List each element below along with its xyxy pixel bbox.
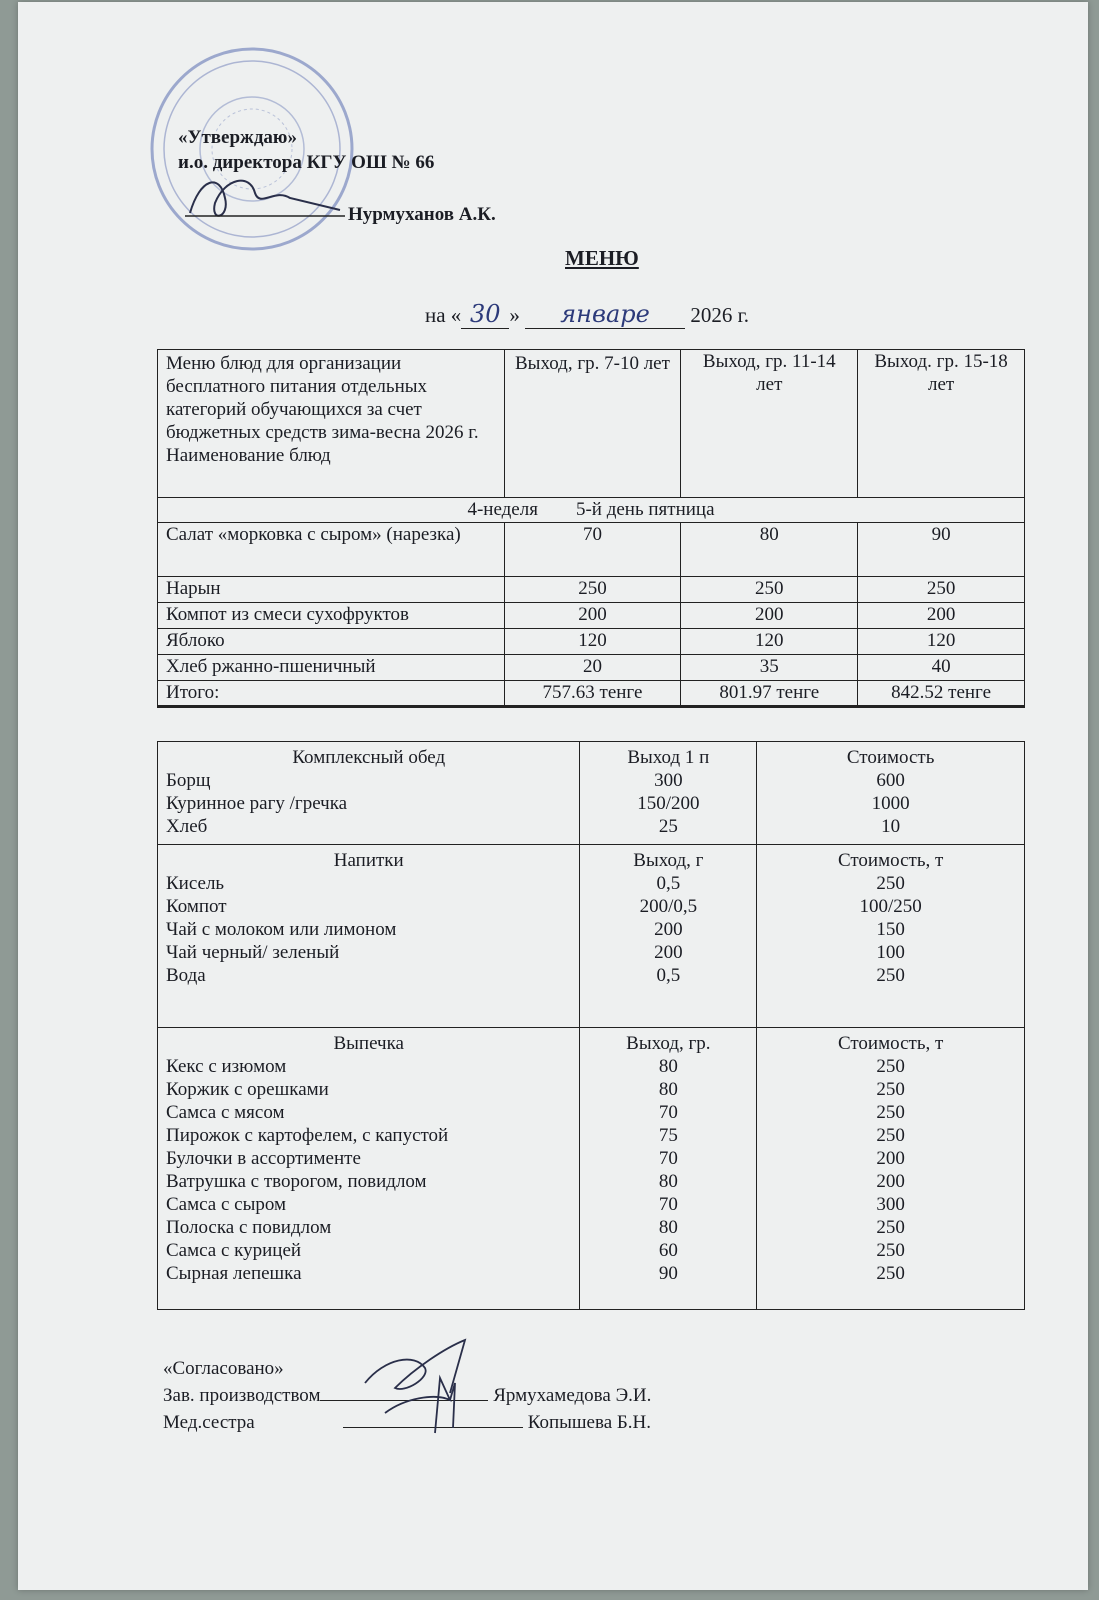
drink-yield: 200 [654, 942, 683, 963]
lunch-price: 1000 [871, 793, 910, 814]
bakery-yield: 90 [658, 1263, 678, 1284]
total-15-18: 842.52 тенге [858, 681, 1025, 707]
bakery-item: Ватрушка с творогом, повидлом [166, 1171, 427, 1192]
bakery-price: 250 [876, 1263, 905, 1284]
bakery-section [158, 1028, 1025, 1310]
yield-15-18: 120 [858, 629, 1025, 655]
bakery-yield: 75 [658, 1125, 678, 1146]
yield-11-14: 200 [681, 603, 858, 629]
bakery-item: Булочки в ассортименте [166, 1148, 361, 1169]
bakery-header: Выпечка [333, 1033, 404, 1054]
lunch-item: Хлеб [166, 816, 208, 837]
agreement-label: «Согласовано» [163, 1358, 284, 1379]
lunch-yield: 25 [658, 816, 678, 837]
bakery-item: Кекс с изюмом [166, 1056, 287, 1077]
drink-item: Кисель [166, 873, 225, 894]
table-row [158, 603, 1025, 629]
yield-7-10: 70 [504, 523, 681, 577]
week-day-label: 4-неделя 5-й день пятница [158, 498, 1025, 523]
bakery-price: 250 [876, 1240, 905, 1261]
bakery-yield: 80 [658, 1056, 678, 1077]
yield-11-14: 250 [681, 577, 858, 603]
bakery-yield: 70 [658, 1102, 678, 1123]
drink-yield: 0,5 [656, 965, 681, 986]
drinks-price-header: Стоимость, т [837, 850, 944, 871]
drink-yield: 200/0,5 [639, 896, 698, 917]
drink-price: 100 [876, 942, 905, 963]
dish-name: Хлеб ржанно-пшеничный [158, 655, 505, 681]
total-label: Итого: [158, 681, 505, 707]
drink-item: Чай с молоком или лимоном [166, 919, 397, 940]
bakery-price: 250 [876, 1079, 905, 1100]
lunch-header: Комплексный обед [292, 747, 446, 768]
yield-15-18: 200 [858, 603, 1025, 629]
menu-date [425, 300, 749, 329]
total-7-10: 757.63 тенге [504, 681, 681, 707]
date-prefix: на « [425, 303, 462, 327]
agreement-signatures [355, 1338, 515, 1438]
table-row [158, 577, 1025, 603]
bakery-yield: 70 [658, 1194, 678, 1215]
yield-7-10: 120 [504, 629, 681, 655]
bakery-item: Самса с курицей [166, 1240, 302, 1261]
header-age-11-14: Выход, гр. 11-14 лет [681, 350, 858, 498]
drink-yield: 0,5 [656, 873, 681, 894]
bakery-yield: 80 [658, 1171, 678, 1192]
bakery-item: Пирожок с картофелем, с капустой [166, 1125, 449, 1146]
header-age-7-10: Выход, гр. 7-10 лет [504, 350, 681, 498]
lunch-yield: 150/200 [637, 793, 700, 814]
dish-name: Салат «морковка с сыром» (нарезка) [158, 523, 505, 577]
nurse-name: Копышева Б.Н. [527, 1412, 652, 1433]
drinks-section [158, 845, 1025, 1028]
nurse-role: Мед.сестра [163, 1412, 255, 1433]
page-title: МЕНЮ [565, 246, 639, 270]
lunch-item: Борщ [166, 770, 211, 791]
lunch-item: Куринное рагу /гречка [166, 793, 348, 814]
bakery-yield: 70 [658, 1148, 678, 1169]
table-row [158, 655, 1025, 681]
production-role: Зав. производством [163, 1385, 321, 1406]
drink-price: 150 [876, 919, 905, 940]
yield-11-14: 80 [681, 523, 858, 577]
yield-15-18: 40 [858, 655, 1025, 681]
drink-item: Чай черный/ зеленый [166, 942, 340, 963]
header-age-15-18: Выход. гр. 15-18 лет [858, 350, 1025, 498]
bakery-price: 250 [876, 1217, 905, 1238]
director-position: и.о. директора КГУ ОШ № 66 [178, 152, 435, 173]
bakery-price: 300 [876, 1194, 905, 1215]
free-meals-table [157, 349, 1025, 708]
yield-7-10: 20 [504, 655, 681, 681]
bakery-item: Самса с мясом [166, 1102, 285, 1123]
drinks-header: Напитки [333, 850, 404, 871]
yield-11-14: 120 [681, 629, 858, 655]
bakery-yield-header: Выход, гр. [626, 1033, 711, 1054]
drink-item: Вода [166, 965, 206, 986]
bakery-item: Полоска с повидлом [166, 1217, 332, 1238]
bakery-yield: 60 [658, 1240, 678, 1261]
bakery-price-header: Стоимость, т [837, 1033, 944, 1054]
yield-15-18: 90 [858, 523, 1025, 577]
bakery-price: 250 [876, 1125, 905, 1146]
lunch-price: 600 [876, 770, 905, 791]
dish-name: Нарын [158, 577, 505, 603]
yield-7-10: 250 [504, 577, 681, 603]
bakery-item: Сырная лепешка [166, 1263, 302, 1284]
yield-11-14: 35 [681, 655, 858, 681]
dish-name: Яблоко [158, 629, 505, 655]
bakery-price: 250 [876, 1102, 905, 1123]
lunch-yield: 300 [654, 770, 683, 791]
drink-price: 250 [876, 873, 905, 894]
production-name: Ярмухамедова Э.И. [493, 1385, 652, 1406]
approve-label: «Утверждаю» [178, 127, 297, 148]
director-signature [180, 168, 350, 228]
header-dish-name: Меню блюд для организации бесплатного питания отдельных категорий обучающихся за счет бюджетных средств зима-весна 2026 г. Наименование блюд [158, 350, 505, 498]
director-name: Нурмуханов А.К. [348, 204, 496, 225]
bakery-item: Самса с сыром [166, 1194, 287, 1215]
table-row [158, 629, 1025, 655]
paid-menu-table [157, 741, 1025, 1310]
approval-block [178, 125, 434, 175]
date-day: 30 [461, 300, 509, 329]
bakery-price: 200 [876, 1171, 905, 1192]
drink-price: 250 [876, 965, 905, 986]
bakery-price: 250 [876, 1056, 905, 1077]
total-11-14: 801.97 тенге [681, 681, 858, 707]
table-row [158, 523, 1025, 577]
date-month: январе [525, 300, 685, 329]
lunch-price-header: Стоимость [846, 747, 935, 768]
date-mid: » [509, 303, 520, 327]
drinks-yield-header: Выход, г [633, 850, 704, 871]
lunch-price: 10 [881, 816, 901, 837]
total-row [158, 681, 1025, 707]
yield-15-18: 250 [858, 577, 1025, 603]
bakery-yield: 80 [658, 1217, 678, 1238]
drink-price: 100/250 [859, 896, 922, 917]
bakery-price: 200 [876, 1148, 905, 1169]
date-year: 2026 г. [690, 303, 750, 327]
lunch-yield-header: Выход 1 п [627, 747, 710, 768]
bakery-yield: 80 [658, 1079, 678, 1100]
yield-7-10: 200 [504, 603, 681, 629]
lunch-section [158, 742, 1025, 845]
bakery-item: Коржик с орешками [166, 1079, 329, 1100]
dish-name: Компот из смеси сухофруктов [158, 603, 505, 629]
drink-item: Компот [166, 896, 227, 917]
drink-yield: 200 [654, 919, 683, 940]
